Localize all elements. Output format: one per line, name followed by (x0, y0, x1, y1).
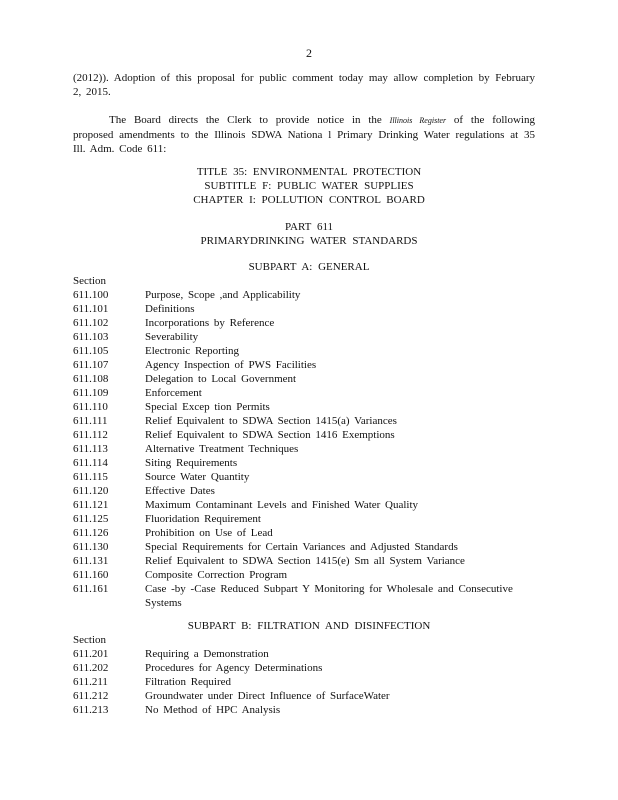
section-number: 611.212 (73, 690, 109, 702)
section-title: Alternative Treatment Techniques (145, 443, 299, 455)
chapter-heading: CHAPTER I: POLLUTION CONTROL BOARD (193, 194, 425, 206)
subpart-a-section-list (73, 288, 543, 610)
section-number: 611.110 (73, 401, 108, 413)
subpart-b-heading: SUBPART B: FILTRATION AND DISINFECTION (187, 620, 431, 632)
section-title: Delegation to Local Government (145, 373, 297, 385)
section-title: Special Requirements for Certain Variances and Adjusted Standards (145, 541, 458, 553)
section-entry (73, 703, 543, 717)
section-title: Relief Equivalent to SDWA Section 1415(a) Variances (145, 415, 397, 427)
register-title: Illinois Register (389, 116, 447, 125)
section-entry (73, 582, 543, 610)
section-entry (73, 512, 543, 526)
section-entry (73, 288, 543, 302)
section-title: Filtration Required (145, 676, 232, 688)
section-number: 611.213 (73, 704, 109, 716)
section-number: 611.161 (73, 583, 109, 595)
section-title: No Method of HPC Analysis (145, 704, 281, 716)
section-title: Source Water Quantity (145, 471, 250, 483)
section-number: 611.102 (73, 317, 109, 329)
section-number: 611.121 (73, 499, 109, 511)
section-number: 611.202 (73, 662, 109, 674)
subpart-a-heading: SUBPART A: GENERAL (248, 261, 370, 273)
section-number: 611.201 (73, 648, 109, 660)
section-number: 611.114 (73, 457, 108, 469)
section-title: Procedures for Agency Determinations (145, 662, 323, 674)
section-number: 611.111 (73, 415, 108, 427)
part-name-heading: PRIMARYDRINKING WATER STANDARDS (200, 235, 418, 247)
section-title: Groundwater under Direct Influence of SurfaceWater (145, 690, 390, 702)
section-title: Fluoridation Requirement (145, 513, 261, 525)
section-entry (73, 661, 543, 675)
section-entry (73, 428, 543, 442)
section-number: 611.211 (73, 676, 108, 688)
section-entry (73, 689, 543, 703)
section-number: 611.103 (73, 331, 109, 343)
section-number: 611.113 (73, 443, 108, 455)
section-title: Siting Requirements (145, 457, 238, 469)
section-title: Enforcement (145, 387, 202, 399)
section-entry (73, 344, 543, 358)
section-entry (73, 540, 543, 554)
page-number: 2 (306, 46, 312, 60)
section-entry (73, 675, 543, 689)
title-heading: TITLE 35: ENVIRONMENTAL PROTECTION (196, 166, 422, 178)
section-title: Composite Correction Program (145, 569, 288, 581)
subpart-b-section-list (73, 647, 543, 717)
section-title: Effective Dates (145, 485, 215, 497)
section-number: 611.105 (73, 345, 109, 357)
section-entry (73, 302, 543, 316)
section-number: 611.101 (73, 303, 109, 315)
section-number: 611.108 (73, 373, 109, 385)
section-title: Requiring a Demonstration (145, 648, 269, 660)
section-entry (73, 414, 543, 428)
section-entry (73, 386, 543, 400)
section-entry (73, 316, 543, 330)
section-title: Prohibition on Use of Lead (145, 527, 273, 539)
section-entry (73, 456, 543, 470)
notice-text-start: The Board directs the Clerk to provide notice in the (109, 114, 390, 126)
section-title: Case -by -Case Reduced Subpart Y Monitoring for Wholesale and Consecutive Systems (145, 583, 513, 609)
part-heading: PART 611 (284, 221, 334, 233)
section-number: 611.107 (73, 359, 109, 371)
section-title: Relief Equivalent to SDWA Section 1415(e) Sm all System Variance (145, 555, 465, 567)
section-title: Incorporations by Reference (145, 317, 275, 329)
section-entry (73, 554, 543, 568)
section-title: Special Excep tion Permits (145, 401, 270, 413)
section-label: Section (73, 275, 106, 287)
section-number: 611.126 (73, 527, 109, 539)
section-title: Severability (145, 331, 199, 343)
section-number: 611.160 (73, 569, 109, 581)
section-label: Section (73, 634, 106, 646)
section-title: Maximum Contaminant Levels and Finished Water Quality (145, 499, 419, 511)
section-entry (73, 358, 543, 372)
notice-paragraph (73, 113, 535, 156)
section-entry (73, 498, 543, 512)
section-number: 611.120 (73, 485, 109, 497)
section-title: Agency Inspection of PWS Facilities (145, 359, 317, 371)
section-entry (73, 372, 543, 386)
section-entry (73, 400, 543, 414)
intro-paragraph: (2012)). Adoption of this proposal for public comment today may allow completion by February 2, 2015. (73, 72, 535, 98)
section-number: 611.115 (73, 471, 108, 483)
section-number: 611.130 (73, 541, 109, 553)
section-entry (73, 647, 543, 661)
notice-text-end: of the following proposed amendments to the Illinois SDWA Nationa l Primary Drinking Water regulations at 35 Ill. Adm. Code 611: (73, 114, 535, 155)
section-number: 611.112 (73, 429, 108, 441)
section-number: 611.100 (73, 289, 109, 301)
section-title: Electronic Reporting (145, 345, 239, 357)
section-number: 611.109 (73, 387, 109, 399)
section-title: Purpose, Scope ,and Applicability (145, 289, 301, 301)
section-number: 611.125 (73, 513, 109, 525)
section-entry (73, 568, 543, 582)
subtitle-heading: SUBTITLE F: PUBLIC WATER SUPPLIES (204, 180, 414, 192)
section-entry (73, 526, 543, 540)
section-title: Relief Equivalent to SDWA Section 1416 Exemptions (145, 429, 395, 441)
section-entry (73, 442, 543, 456)
section-number: 611.131 (73, 555, 109, 567)
section-title: Definitions (145, 303, 195, 315)
section-entry (73, 330, 543, 344)
section-entry (73, 470, 543, 484)
section-entry (73, 484, 543, 498)
